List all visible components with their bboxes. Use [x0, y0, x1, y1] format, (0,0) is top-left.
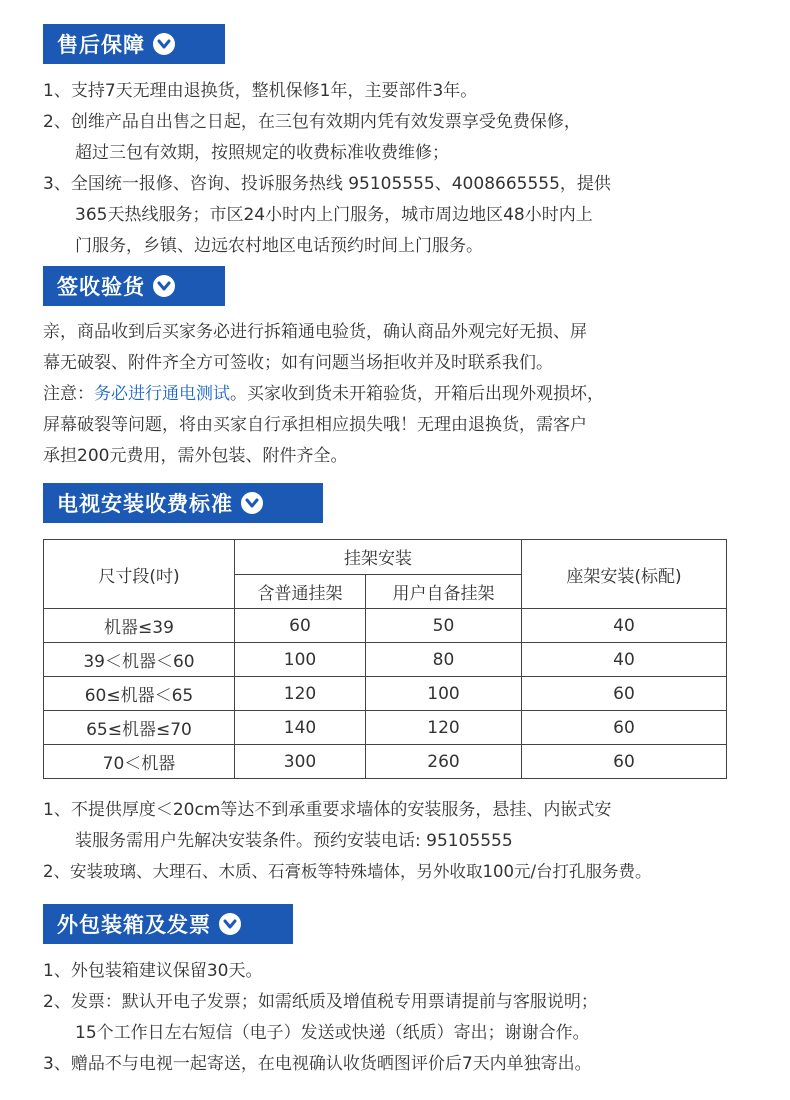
- section-header-installation: [43, 483, 323, 523]
- list-item-continued: 超过三包有效期，按照规定的收费标准收费维修；: [75, 143, 449, 163]
- installation-notes: [43, 796, 652, 886]
- list-item-continued: 装服务需用户先解决安装条件。预约安装电话: 95105555: [75, 831, 513, 851]
- paragraph-line: 承担200元费用，需外包装、附件齐全。: [43, 446, 348, 466]
- chevron-down-circle-icon: [153, 33, 175, 55]
- table-row: [44, 711, 727, 745]
- chevron-down-circle-icon: [219, 913, 241, 935]
- section-header-after-sales: [43, 24, 225, 64]
- cell-stand: 60: [522, 711, 727, 745]
- cell-stand: 40: [522, 643, 727, 677]
- section-title: 签收验货: [57, 275, 145, 299]
- column-header-size: 尺寸段(吋): [44, 540, 235, 609]
- list-item: 1、支持7天无理由退换货，整机保修1年，主要部件3年。: [43, 81, 478, 101]
- cell-standard: 120: [235, 677, 366, 711]
- note-prefix: 注意：: [43, 384, 94, 404]
- section-title: 售后保障: [57, 33, 145, 57]
- section-title: 电视安装收费标准: [57, 492, 233, 516]
- column-header-stand-mount: 座架安装(标配): [522, 540, 727, 609]
- table-row: [44, 643, 727, 677]
- cell-size: 60≤机器＜65: [44, 677, 235, 711]
- cell-own: 260: [366, 745, 522, 779]
- list-item: 2、安装玻璃、大理石、木质、石膏板等特殊墙体，另外收取100元/台打孔服务费。: [43, 862, 652, 881]
- after-sales-text: [43, 77, 611, 260]
- column-header-wall-standard: 含普通挂架: [235, 574, 366, 609]
- cell-standard: 140: [235, 711, 366, 745]
- cell-size: 机器≤39: [44, 609, 235, 643]
- inspection-text: [43, 318, 604, 470]
- cell-size: 39＜机器＜60: [44, 643, 235, 677]
- list-item: 1、外包装箱建议保留30天。: [43, 961, 263, 981]
- note-highlight: 务必进行通电测试: [94, 384, 230, 404]
- section-header-packaging: [43, 904, 293, 944]
- paragraph-line: 幕无破裂、附件齐全方可签收；如有问题当场拒收并及时联系我们。: [43, 353, 553, 373]
- column-header-wall-mount: 挂架安装: [235, 540, 522, 575]
- list-item-continued: 365天热线服务；市区24小时内上门服务，城市周边地区48小时内上: [75, 205, 593, 225]
- installation-fee-table: [43, 539, 727, 779]
- section-header-inspection: [43, 266, 225, 306]
- table-row: [44, 745, 727, 779]
- cell-standard: 300: [235, 745, 366, 779]
- cell-own: 50: [366, 609, 522, 643]
- note-rest: 。买家收到货未开箱验货，开箱后出现外观损坏，: [230, 384, 604, 404]
- list-item: 1、不提供厚度＜20cm等达不到承重要求墙体的安装服务，悬挂、内嵌式安: [43, 800, 612, 820]
- cell-own: 100: [366, 677, 522, 711]
- cell-own: 120: [366, 711, 522, 745]
- chevron-down-circle-icon: [241, 492, 263, 514]
- packaging-text: [43, 957, 598, 1078]
- list-item-continued: 15个工作日左右短信（电子）发送或快递（纸质）寄出；谢谢合作。: [75, 1023, 590, 1043]
- cell-stand: 40: [522, 609, 727, 643]
- table-row: [44, 609, 727, 643]
- cell-stand: 60: [522, 745, 727, 779]
- list-item: 3、全国统一报修、咨询、投诉服务热线 95105555、4008665555，提供: [43, 174, 611, 194]
- cell-own: 80: [366, 643, 522, 677]
- section-title: 外包装箱及发票: [57, 913, 211, 937]
- table-row: [44, 677, 727, 711]
- column-header-wall-own: 用户自备挂架: [366, 574, 522, 609]
- cell-standard: 100: [235, 643, 366, 677]
- cell-size: 65≤机器≤70: [44, 711, 235, 745]
- paragraph-line: 亲，商品收到后买家务必进行拆箱通电验货，确认商品外观完好无损、屏: [43, 322, 587, 342]
- cell-stand: 60: [522, 677, 727, 711]
- chevron-down-circle-icon: [153, 275, 175, 297]
- list-item-continued: 门服务，乡镇、边远农村地区电话预约时间上门服务。: [75, 236, 483, 256]
- paragraph-line: 屏幕破裂等问题，将由买家自行承担相应损失哦！无理由退换货，需客户: [43, 415, 587, 435]
- cell-standard: 60: [235, 609, 366, 643]
- list-item: 3、赠品不与电视一起寄送，在电视确认收货晒图评价后7天内单独寄出。: [43, 1054, 592, 1074]
- cell-size: 70＜机器: [44, 745, 235, 779]
- note-line: [43, 380, 604, 408]
- list-item: 2、发票：默认开电子发票；如需纸质及增值税专用票请提前与客服说明；: [43, 992, 598, 1012]
- list-item: 2、创维产品自出售之日起，在三包有效期内凭有效发票享受免费保修，: [43, 112, 581, 132]
